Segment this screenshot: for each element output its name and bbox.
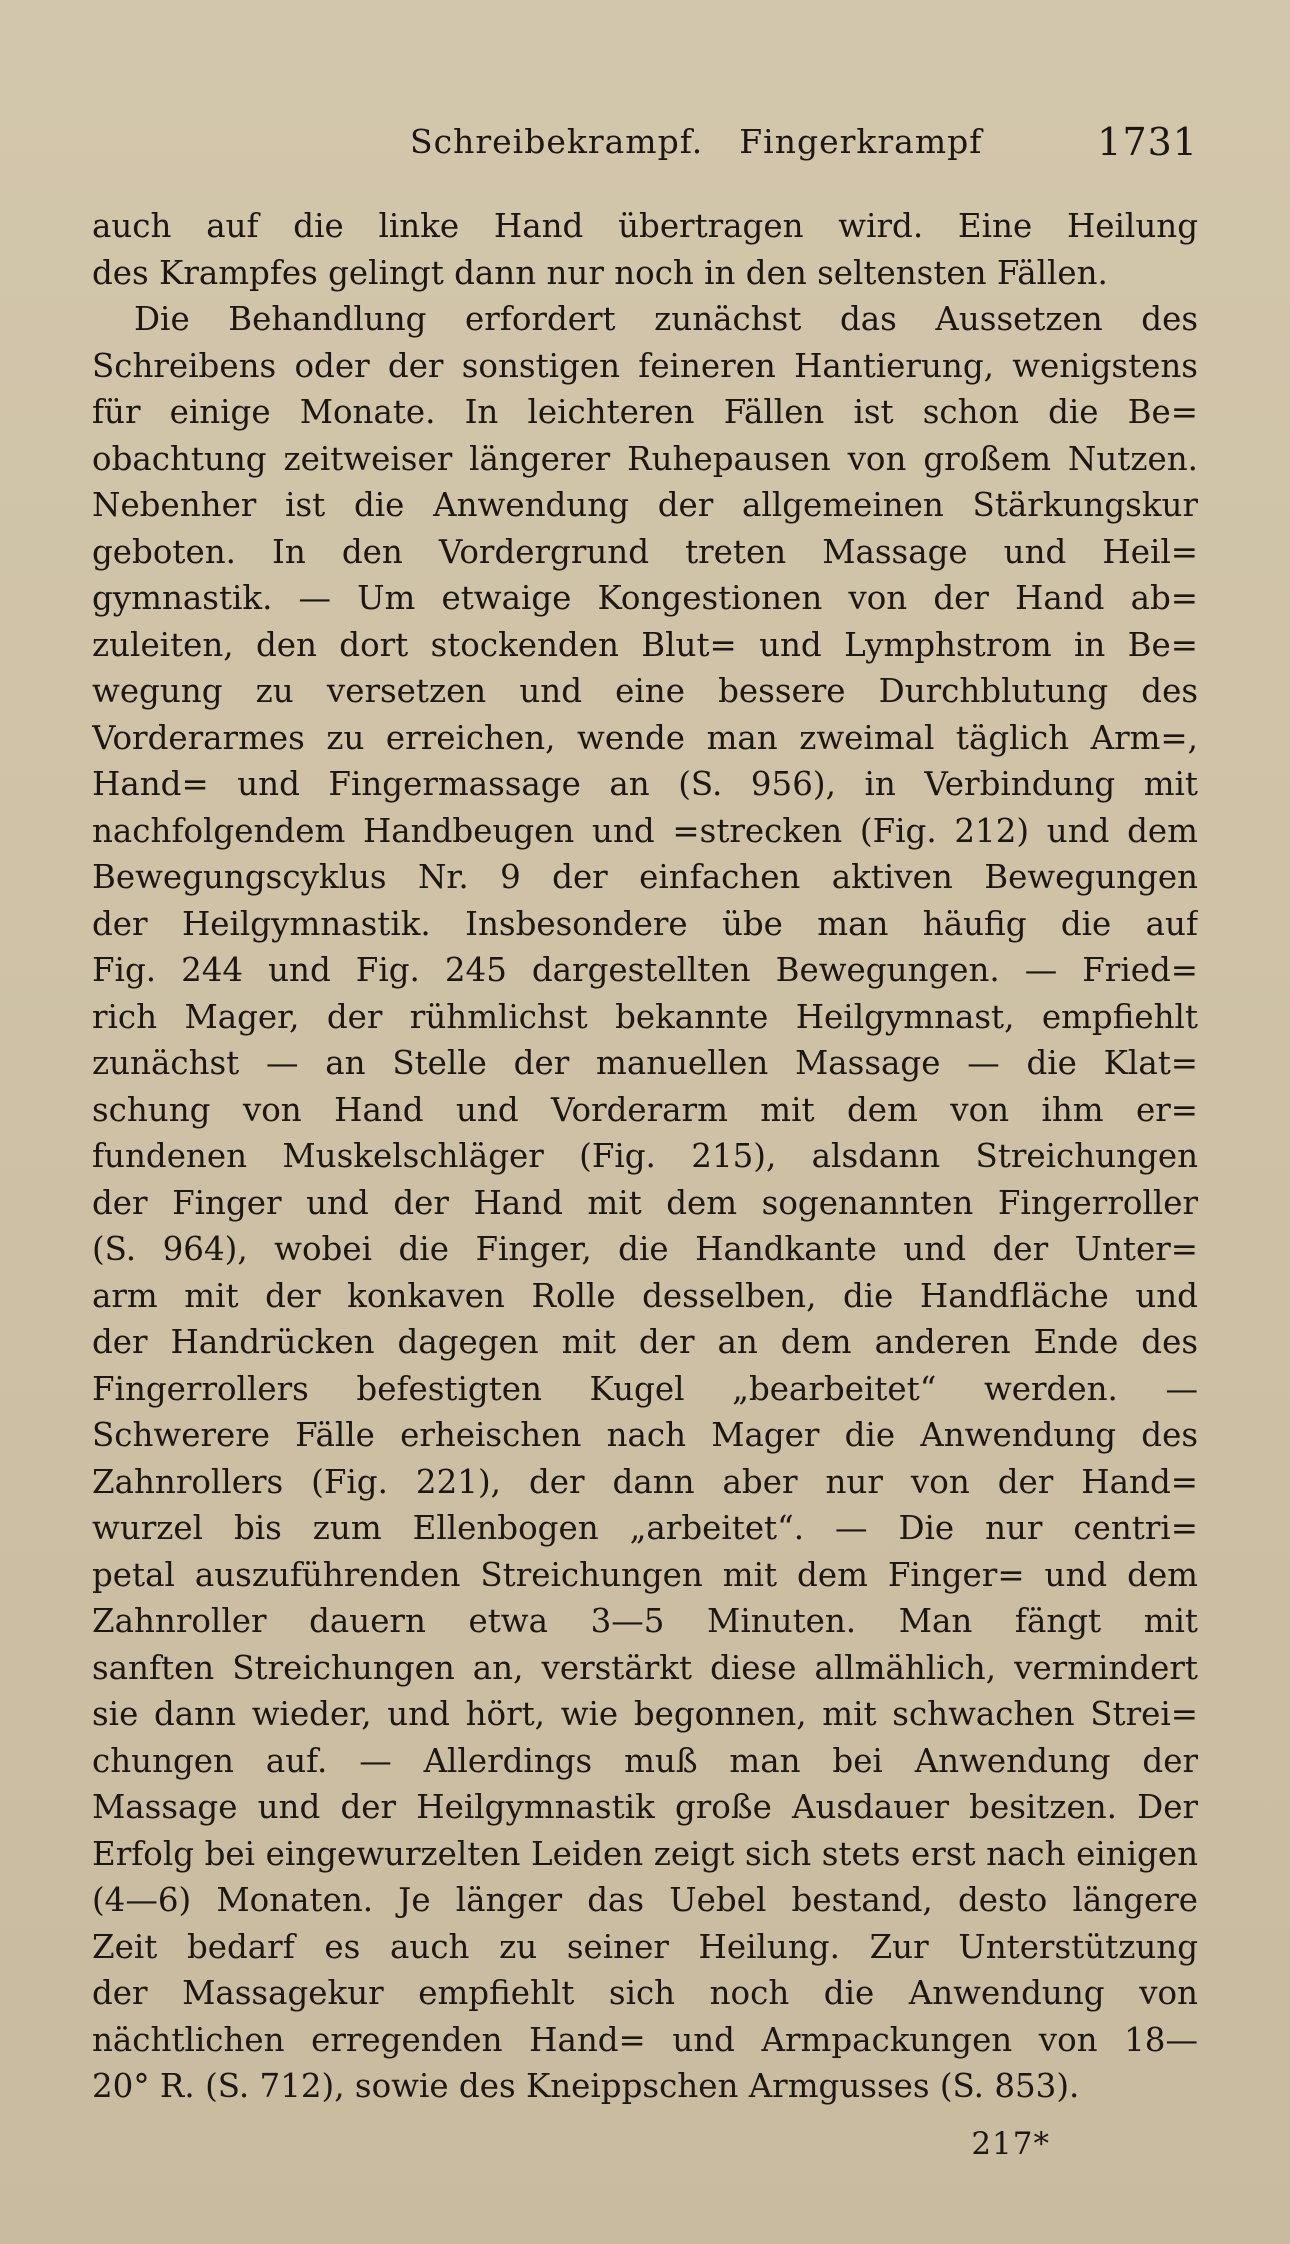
text-line: Erfolg bei eingewurzelten Leiden zeigt sich stets erst nach einigen (92, 1834, 1198, 1873)
text-line: schung von Hand und Vorderarm mit dem von ihm er= (92, 1090, 1198, 1129)
text-line: für einige Monate. In leichteren Fällen ist schon die Be= (92, 393, 1198, 431)
text-line: gymnastik. — Um etwaige Kongestionen von der Hand ab= (92, 579, 1198, 617)
text-line: Nebenher ist die Anwendung der allgemeinen Stärkungskur (92, 486, 1198, 524)
text-line: Bewegungscyklus Nr. 9 der einfachen aktiven Bewegungen (92, 858, 1198, 896)
text-line: sanften Streichungen an, verstärkt diese allmählich, vermindert (92, 1648, 1198, 1687)
text-line: der Finger und der Hand mit dem sogenannten Fingerroller (92, 1183, 1198, 1222)
text-line: zuleiten, den dort stockenden Blut= und Lymphstrom in Be= (92, 625, 1198, 664)
text-line: Zahnroller dauern etwa 3—5 Minuten. Man fängt mit (92, 1602, 1198, 1640)
text-line: wurzel bis zum Ellenbogen „arbeitet“. — Die nur centri= (92, 1509, 1198, 1547)
text-line: zunächst — an Stelle der manuellen Massage — die Klat= (92, 1044, 1198, 1082)
text-line: des Krampfes gelingt dann nur noch in den seltensten Fällen. (92, 253, 1108, 292)
text-line: rich Mager, der rühmlichst bekannte Heilgymnast, empfiehlt (92, 997, 1198, 1036)
text-line: wegung zu versetzen und eine bessere Durchblutung des (92, 672, 1198, 710)
text-line: Zeit bedarf es auch zu seiner Heilung. Zur Unterstützung (92, 1927, 1198, 1966)
signature-mark: 217* (971, 2126, 1050, 2162)
text-line: petal auszuführenden Streichungen mit dem Finger= und dem (92, 1555, 1198, 1594)
text-line: Fig. 244 und Fig. 245 dargestellten Bewegungen. — Fried= (92, 951, 1198, 989)
text-line: (4—6) Monaten. Je länger das Uebel bestand, desto längere (92, 1881, 1198, 1919)
body-text (92, 203, 1198, 2110)
text-line: geboten. In den Vordergrund treten Massage und Heil= (92, 532, 1198, 571)
text-line: nächtlichen erregenden Hand= und Armpackungen von 18— (92, 2020, 1198, 2059)
text-line: arm mit der konkaven Rolle desselben, die Handfläche und (92, 1276, 1198, 1315)
text-line: obachtung zeitweiser längerer Ruhepausen von großem Nutzen. (92, 439, 1198, 478)
text-line: 20° R. (S. 712), sowie des Kneippschen Armgusses (S. 853). (92, 2067, 1080, 2105)
text-line: Schreibens oder der sonstigen feineren Hantierung, wenigstens (92, 346, 1198, 385)
text-line: der Handrücken dagegen mit der an dem anderen Ende des (92, 1323, 1198, 1361)
text-line: Massage und der Heilgymnastik große Ausdauer besitzen. Der (92, 1788, 1198, 1826)
text-line: der Heilgymnastik. Insbesondere übe man häufig die auf (92, 904, 1198, 943)
text-line: Vorderarmes zu erreichen, wende man zweimal täglich Arm=, (92, 718, 1198, 757)
text-line: Hand= und Fingermassage an (S. 956), in Verbindung mit (92, 765, 1198, 803)
running-head (410, 122, 982, 161)
text-line: Schwerere Fälle erheischen nach Mager die Anwendung des (92, 1416, 1198, 1454)
text-line: der Massagekur empfiehlt sich noch die Anwendung von (92, 1974, 1198, 2012)
text-line: nachfolgendem Handbeugen und =strecken (Fig. 212) und dem (92, 811, 1198, 850)
running-title-left: Schreibekrampf. (410, 122, 704, 161)
text-line: Zahnrollers (Fig. 221), der dann aber nur von der Hand= (92, 1462, 1198, 1501)
text-line: fundenen Muskelschläger (Fig. 215), alsdann Streichungen (92, 1137, 1198, 1175)
text-line: (S. 964), wobei die Finger, die Handkante und der Unter= (92, 1230, 1198, 1268)
page-number: 1731 (1097, 120, 1198, 164)
text-line: chungen auf. — Allerdings muß man bei Anwendung der (92, 1741, 1198, 1780)
text-line: Die Behandlung erfordert zunächst das Aussetzen des (134, 300, 1198, 338)
running-title-right: Fingerkrampf (739, 122, 983, 161)
text-line: auch auf die linke Hand übertragen wird. Eine Heilung (92, 207, 1198, 245)
text-line: sie dann wieder, und hört, wie begonnen, mit schwachen Strei= (92, 1695, 1198, 1733)
text-line: Fingerrollers befestigten Kugel „bearbeitet“ werden. — (92, 1369, 1198, 1408)
